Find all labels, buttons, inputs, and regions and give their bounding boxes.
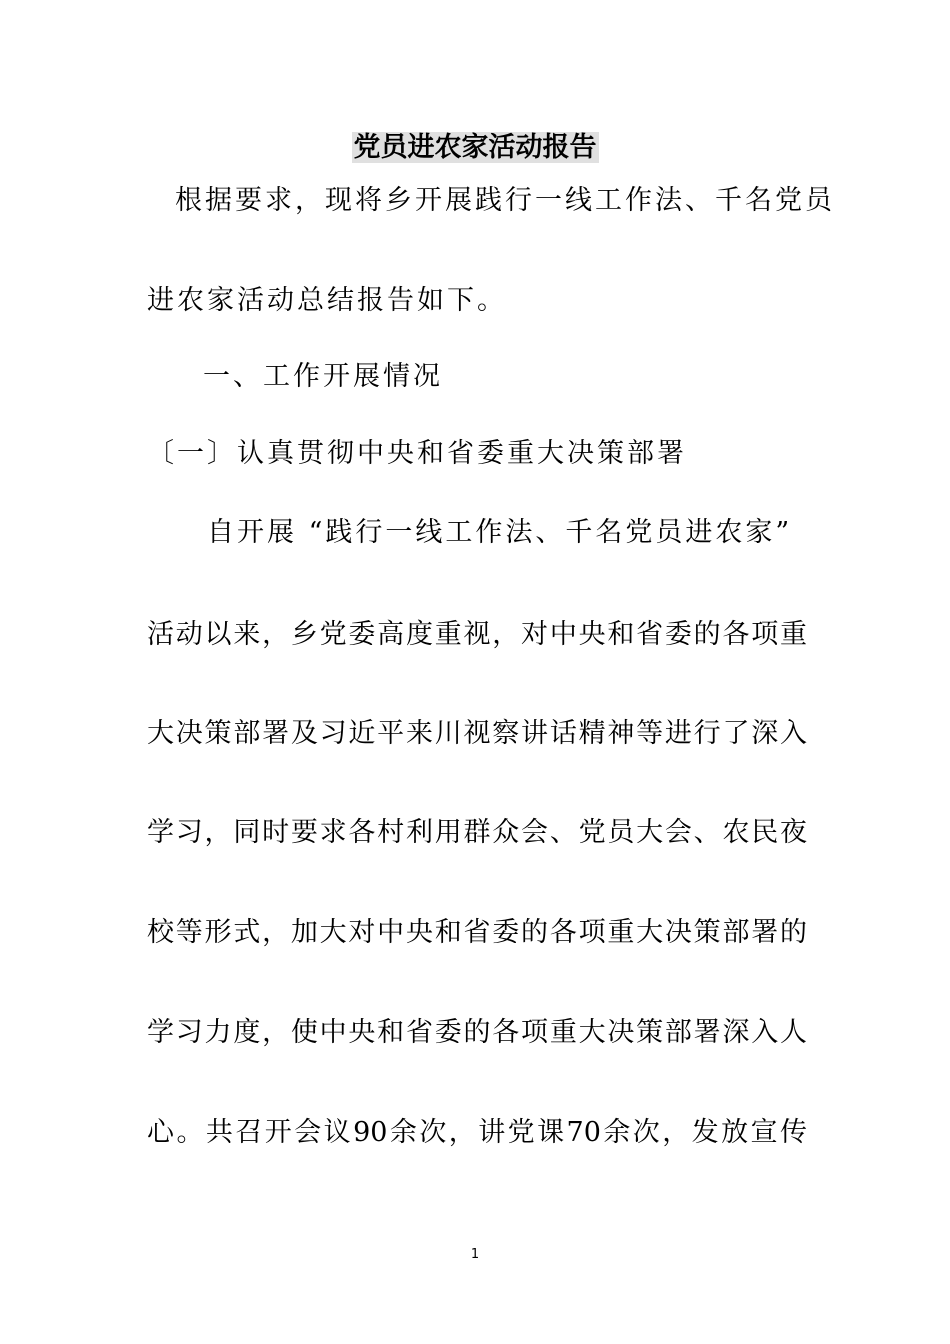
section-heading-1: 一、工作开展情况 [203,361,443,392]
paragraph-line-6: 学习，同时要求各村利用群众会、党员大会、农民夜 [147,817,807,848]
paragraph-line-2: 进农家活动总结报告如下。 [147,285,507,316]
page-number: 1 [470,1247,480,1262]
paragraph-line-4: 活动以来，乡党委高度重视，对中央和省委的各项重 [147,619,807,650]
paragraph-line-9: 心。共召开会议90余次，讲党课70余次，发放宣传 [147,1117,807,1148]
document-title-text: 党员进农家活动报告 [353,132,597,163]
paragraph-line-3: 自开展 “践行一线工作法、千名党员进农家” [207,517,793,548]
paragraph-line-8: 学习力度，使中央和省委的各项重大决策部署深入人 [147,1017,807,1048]
paragraph-line-7: 校等形式，加大对中央和省委的各项重大决策部署的 [147,917,807,948]
document-title [0,130,950,166]
paragraph-line-1: 根据要求，现将乡开展践行一线工作法、千名党员 [175,185,835,216]
paragraph-line-5: 大决策部署及习近平来川视察讲话精神等进行了深入 [147,718,807,749]
subsection-heading-1: 〔一〕认真贯彻中央和省委重大决策部署 [147,438,687,469]
